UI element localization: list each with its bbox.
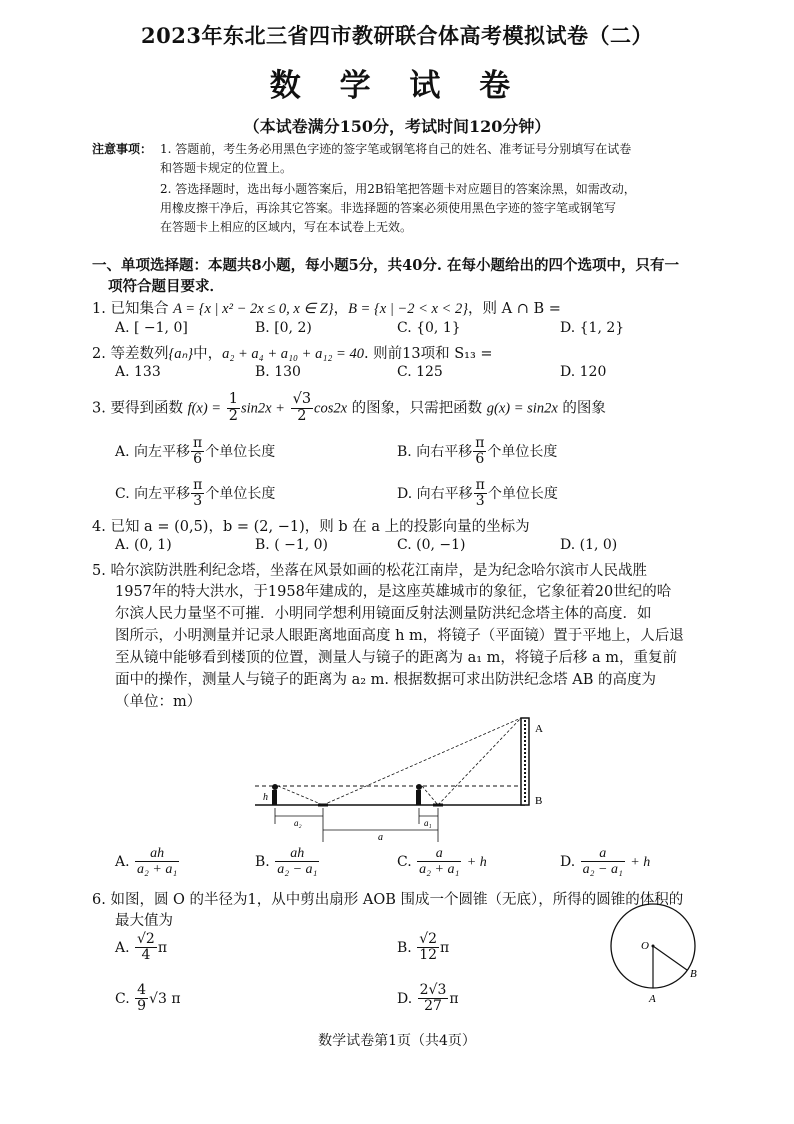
frac-den: 9 — [137, 998, 147, 1015]
note-line: 在答题卡上相应的区域内，写在本试卷上无效。 — [160, 220, 413, 234]
equation: a₂ + a₄ + a₁₀ + a₁₂ = 40 — [222, 346, 364, 362]
q-text: 中， — [193, 346, 223, 362]
frac-num: √3 — [292, 391, 312, 407]
option-unit: 个单位长度 — [487, 443, 558, 460]
notes-label: 注意事项： — [92, 142, 153, 156]
option-c — [397, 846, 487, 878]
cos-term: cos2x — [314, 400, 348, 417]
question-1 — [92, 297, 561, 318]
q-num: 5. — [92, 563, 106, 579]
q-text: 如图，圆 O 的半径为1，从中剪出扇形 AOB 围成一个圆锥（无底），所得的圆锥的体积的 — [110, 892, 684, 908]
q-text-line: 图所示，小明测量并记录人眼距离地面高度 h m，将镜子（平面镜）置于平地上，人后退 — [115, 628, 684, 644]
option-c — [115, 983, 181, 1015]
frac-den: a₂ + a₁ — [419, 862, 460, 878]
option-tail: + h — [630, 854, 651, 870]
label-h: h — [263, 792, 268, 803]
option-label: B. — [397, 939, 412, 956]
frac-den: a₂ − a₁ — [277, 862, 318, 878]
option-a — [115, 846, 180, 878]
option-c — [115, 478, 275, 510]
frac-num: a — [417, 846, 461, 862]
option-tail: + h — [466, 854, 487, 870]
option-label: B. — [255, 853, 270, 870]
option-b: B. ( −1, 0) — [255, 537, 329, 553]
frac-num: √2 — [419, 931, 438, 947]
question-4 — [92, 515, 530, 536]
option-fraction — [581, 846, 625, 878]
note-line: 和答题卡规定的位置上。 — [160, 161, 293, 175]
option-b — [397, 436, 557, 468]
frac-den: 2 — [297, 407, 307, 424]
option-label: D. — [397, 990, 413, 1007]
q-text: 等差数列 — [110, 346, 169, 362]
question-2 — [92, 342, 493, 363]
mirror-method-figure — [250, 712, 560, 847]
q-text-line: 至从镜中能够看到楼顶的位置，测量人与镜子的距离为 a₁ m，将镜子后移 a m，重复前 — [115, 650, 678, 666]
option-b — [397, 932, 449, 964]
frac-num: ah — [275, 846, 319, 862]
option-tail: π — [440, 939, 450, 956]
frac-den: 4 — [141, 947, 151, 964]
person-2-head — [416, 784, 422, 790]
frac-num: √2 — [137, 931, 155, 947]
option-fraction — [135, 932, 157, 964]
sight-line — [278, 786, 323, 805]
q-text: . 则前13项和 S₁₃ = — [363, 346, 493, 362]
fraction-half — [227, 392, 240, 425]
page-footer: 数学试卷第1页（共4页） — [318, 1033, 476, 1049]
fraction-pi-3 — [474, 478, 487, 510]
option-fraction — [135, 846, 179, 878]
question-3 — [92, 392, 606, 425]
option-tail: π — [449, 990, 459, 1007]
label-a2: a₂ — [294, 818, 302, 828]
q-text: 已知集合 — [110, 301, 169, 317]
option-tail: π — [157, 939, 168, 956]
frac-num: 4 — [137, 982, 147, 998]
label-B: B — [535, 795, 543, 807]
option-unit: 个单位长度 — [205, 485, 276, 502]
option-text: A. 向左平移 — [115, 443, 191, 460]
set-b: B = {x | −2 < x < 2} — [348, 301, 469, 317]
option-label: A. — [115, 853, 130, 870]
frac-den: 2 — [228, 407, 238, 424]
option-d: D. {1, 2} — [560, 320, 625, 336]
frac-den: a₂ + a₁ — [137, 862, 178, 878]
exam-info: （本试卷满分150分，考试时间120分钟） — [243, 117, 551, 136]
frac-den: 6 — [193, 451, 203, 468]
frac-den: 3 — [193, 493, 203, 510]
q-text: 的图象 — [562, 400, 606, 417]
sin-term: sin2x + — [240, 400, 285, 417]
set-a: A = {x | x² − 2x ≤ 0, x ∈ Z} — [173, 301, 334, 317]
q-num: 3. — [92, 400, 106, 417]
option-label: A. — [115, 939, 130, 956]
q-text-line: （单位：m） — [115, 694, 202, 710]
person-1-head — [272, 784, 278, 790]
q-text-line: 1957年的特大洪水，于1958年建成的，是这座英雄城市的象征，它象征着20世纪的哈 — [115, 584, 672, 600]
option-a — [115, 932, 167, 964]
q-text: 哈尔滨防洪胜利纪念塔，坐落在风景如画的松花江南岸，是为纪念哈尔滨市人民战胜 — [110, 563, 647, 579]
q-num: 6. — [92, 892, 106, 908]
option-d — [397, 983, 459, 1015]
option-fraction — [418, 983, 449, 1015]
q-num: 1. — [92, 301, 106, 317]
function-f: f(x) = — [187, 400, 222, 417]
option-tail: √3 π — [149, 990, 181, 1007]
question-6 — [92, 888, 683, 909]
option-label: D. — [560, 853, 576, 870]
q-num: 2. — [92, 346, 106, 362]
option-c: C. (0, −1) — [397, 537, 466, 553]
option-a: A. 133 — [115, 364, 161, 380]
q-text: ，则 A ∩ B = — [468, 301, 561, 317]
sight-line — [438, 718, 521, 805]
option-text: C. 向左平移 — [115, 485, 191, 502]
option-unit: 个单位长度 — [487, 485, 558, 502]
option-fraction — [275, 846, 319, 878]
note-line: 1. 答题前，考生务必用黑色字迹的签字笔或钢笔将自己的姓名、准考证号分别填写在试卷 — [160, 142, 632, 156]
q-text-line: 最大值为 — [115, 913, 173, 929]
q-text: 已知 a = (0,5)，b = (2, −1)，则 b 在 a 上的投影向量的坐标为 — [110, 519, 530, 535]
option-b: B. 130 — [255, 364, 301, 380]
sight-line — [422, 786, 438, 805]
label-a1: a₁ — [424, 818, 432, 828]
option-a: A. (0, 1) — [115, 537, 172, 553]
note-line: 用橡皮擦干净后，再涂其它答案。非选择题的答案必须使用黑色字迹的签字笔或钢笔写 — [160, 201, 617, 215]
option-d — [397, 478, 558, 510]
option-d — [560, 846, 650, 878]
note-line: 2. 答选择题时，选出每小题答案后，用2B铅笔把答题卡对应题目的答案涂黑，如需改动， — [160, 182, 636, 196]
option-c: C. 125 — [397, 364, 443, 380]
section-heading-cont: 项符合题目要求． — [108, 278, 224, 295]
frac-den: a₂ − a₁ — [582, 862, 623, 878]
subject-title: 数 学 试 卷 — [269, 68, 525, 104]
option-a: A. [ −1, 0] — [115, 320, 188, 336]
label-B: B — [690, 968, 697, 980]
option-text: D. 向右平移 — [397, 485, 473, 502]
circle-sector-figure — [605, 902, 715, 1012]
frac-num: π — [475, 435, 485, 451]
question-5 — [92, 559, 647, 580]
frac-den: 27 — [424, 998, 442, 1015]
section-heading: 一、单项选择题：本题共8小题，每小题5分，共40分. 在每小题给出的四个选项中，只有一 — [92, 257, 679, 274]
fraction-pi-6 — [473, 436, 486, 468]
radius-ob — [653, 946, 687, 970]
label-O: O — [641, 940, 649, 952]
fraction-pi-3 — [191, 478, 204, 510]
label-a: a — [378, 832, 383, 843]
option-d: D. (1, 0) — [560, 537, 618, 553]
option-d: D. 120 — [560, 364, 607, 380]
option-text: B. 向右平移 — [397, 443, 473, 460]
option-label: C. — [115, 990, 130, 1007]
sequence: {aₙ} — [168, 346, 194, 362]
center-point — [652, 945, 655, 948]
frac-num: π — [475, 477, 485, 493]
q-text: 要得到函数 — [110, 400, 183, 417]
q-text: 的图象，只需把函数 — [351, 400, 483, 417]
option-a — [115, 436, 275, 468]
option-c: C. {0, 1} — [397, 320, 461, 336]
option-fraction — [417, 846, 461, 878]
label-A: A — [535, 723, 543, 735]
option-fraction — [135, 983, 148, 1015]
q-num: 4. — [92, 519, 106, 535]
function-g: g(x) = sin2x — [486, 400, 558, 417]
fraction-pi-6 — [191, 436, 204, 468]
frac-num: π — [193, 477, 203, 493]
option-label: C. — [397, 853, 412, 870]
frac-num: a — [581, 846, 625, 862]
frac-den: 6 — [475, 451, 485, 468]
q-text-line: 面中的操作，测量人与镜子的距离为 a₂ m. 根据数据可求出防洪纪念塔 AB 的高度为 — [115, 672, 656, 688]
frac-num: ah — [135, 846, 179, 862]
person-2-body — [416, 790, 421, 805]
option-unit: 个单位长度 — [205, 443, 276, 460]
option-b: B. [0, 2) — [255, 320, 312, 336]
frac-num: π — [193, 435, 203, 451]
option-b — [255, 846, 320, 878]
frac-num: 2√3 — [419, 982, 447, 998]
label-A: A — [649, 993, 656, 1005]
person-1-body — [272, 790, 277, 805]
fraction-root3-half — [291, 392, 313, 425]
frac-den: 12 — [419, 947, 438, 964]
frac-den: 3 — [475, 493, 485, 510]
sight-line — [323, 718, 521, 805]
option-fraction — [417, 932, 439, 964]
exam-title: 2023年东北三省四市教研联合体高考模拟试卷（二） — [141, 23, 653, 48]
frac-num: 1 — [228, 391, 238, 407]
q-sep: ， — [333, 301, 349, 317]
notes — [92, 140, 732, 240]
q-text-line: 尔滨人民力量坚不可摧．小明同学想利用镜面反射法测量防洪纪念塔主体的高度．如 — [115, 606, 652, 622]
